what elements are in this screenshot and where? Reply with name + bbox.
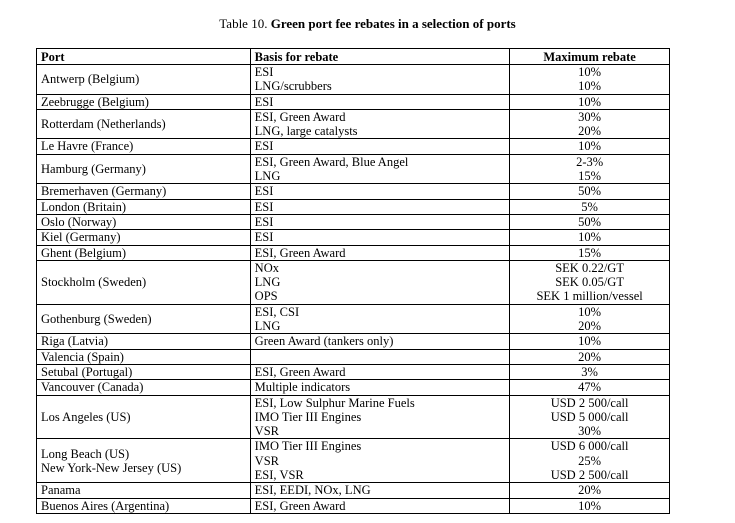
basis-line: ESI, Low Sulphur Marine Fuels [254,395,415,410]
basis-line: ESI [254,199,274,214]
max-rebate-line: 50% [578,214,602,229]
basis-line: ESI, Green Award, Blue Angel [254,154,409,169]
basis-cell [250,94,510,109]
max-rebate-line: USD 5 000/call [550,409,629,424]
basis-line: VSR [254,453,279,468]
basis-line [255,350,506,364]
max-rebate-cell [510,364,670,379]
basis-line: ESI, VSR [254,468,304,483]
table-row [37,109,670,139]
max-rebate-line: 10% [578,230,602,245]
port-cell [37,65,251,95]
max-rebate-line: USD 6 000/call [550,439,629,454]
basis-line: ESI [254,139,274,154]
rebate-table [36,48,670,514]
basis-line: ESI [254,214,274,229]
basis-line: IMO Tier III Engines [254,409,362,424]
caption-title: Green port fee rebates in a selection of ports [270,16,516,31]
port-line: Gothenburg (Sweden) [41,311,152,326]
table-caption [0,16,735,32]
max-rebate-cell [510,334,670,349]
port-line: Kiel (Germany) [41,230,121,245]
port-cell [37,245,251,260]
port-cell [37,334,251,349]
basis-cell [250,139,510,154]
table-row [37,349,670,364]
basis-cell [250,334,510,349]
max-rebate-line: 20% [578,483,602,498]
table-row [37,380,670,395]
basis-line: ESI, EEDI, NOx, LNG [254,483,371,498]
table-row [37,154,670,184]
port-cell [37,139,251,154]
max-rebate-line: 2-3% [576,154,604,169]
port-line: Le Havre (France) [41,139,134,154]
basis-line: ESI [254,230,274,245]
max-rebate-line: SEK 0.22/GT [555,260,624,275]
basis-cell [250,498,510,513]
table-row [37,199,670,214]
port-cell [37,395,251,439]
port-line: Rotterdam (Netherlands) [41,117,166,132]
max-rebate-line: SEK 0.05/GT [555,275,624,290]
port-line: Ghent (Belgium) [41,245,127,260]
port-line: Setubal (Portugal) [41,364,133,379]
port-cell [37,94,251,109]
max-rebate-line: 3% [581,364,598,379]
port-cell [37,260,251,304]
basis-line: ESI, Green Award [254,245,346,260]
max-rebate-line: 20% [578,124,602,139]
port-cell [37,498,251,513]
basis-cell [250,154,510,184]
basis-cell [250,214,510,229]
max-rebate-cell [510,245,670,260]
max-rebate-cell [510,483,670,498]
max-rebate-line: 10% [578,498,602,513]
max-rebate-cell [510,260,670,304]
table-row [37,364,670,379]
header-basis: Basis for rebate [250,49,510,65]
max-rebate-cell [510,230,670,245]
basis-line: ESI, Green Award [254,498,346,513]
port-cell [37,349,251,364]
table-row [37,304,670,334]
basis-line: LNG [254,275,281,290]
max-rebate-cell [510,109,670,139]
basis-cell [250,349,510,364]
max-rebate-line: 15% [578,245,602,260]
basis-line: ESI [254,184,274,199]
port-line: Buenos Aires (Argentina) [41,498,170,513]
max-rebate-cell [510,498,670,513]
basis-line: Green Award (tankers only) [254,334,394,349]
basis-line: Multiple indicators [254,380,351,395]
header-port: Port [37,49,251,65]
max-rebate-line: USD 2 500/call [550,395,629,410]
max-rebate-cell [510,139,670,154]
max-rebate-cell [510,395,670,439]
basis-cell [250,184,510,199]
port-cell [37,109,251,139]
table-row [37,184,670,199]
port-line: Los Angeles (US) [41,409,131,424]
table-row [37,65,670,95]
port-line: Zeebrugge (Belgium) [41,94,149,109]
table-row [37,483,670,498]
max-rebate-line: 50% [578,184,602,199]
basis-cell [250,380,510,395]
port-cell [37,214,251,229]
port-line: London (Britain) [41,199,127,214]
basis-cell [250,364,510,379]
port-cell [37,154,251,184]
port-cell [37,380,251,395]
max-rebate-cell [510,199,670,214]
max-rebate-line: 47% [578,380,602,395]
table-row [37,139,670,154]
port-line: Valencia (Spain) [41,349,124,364]
basis-line: LNG/scrubbers [254,79,332,94]
table-body [37,65,670,514]
port-line: Long Beach (US) [41,446,130,461]
max-rebate-cell [510,94,670,109]
max-rebate-line: 20% [578,349,602,364]
basis-cell [250,304,510,334]
max-rebate-line: 10% [578,94,602,109]
port-cell [37,199,251,214]
port-line: Panama [41,483,81,498]
basis-line: ESI, Green Award [254,364,346,379]
port-cell [37,304,251,334]
basis-line: LNG, large catalysts [254,124,358,139]
port-line: Stockholm (Sweden) [41,275,147,290]
max-rebate-line: 10% [578,139,602,154]
max-rebate-line: 5% [581,199,598,214]
basis-line: LNG [254,319,281,334]
basis-cell [250,245,510,260]
port-cell [37,230,251,245]
basis-line: ESI [254,65,274,79]
max-rebate-cell [510,184,670,199]
max-rebate-line: 30% [578,109,602,124]
port-line: Bremerhaven (Germany) [41,184,167,199]
max-rebate-line: 10% [578,304,602,319]
basis-line: ESI, CSI [254,304,300,319]
basis-cell [250,199,510,214]
table-row [37,395,670,439]
max-rebate-line: 10% [578,79,602,94]
caption-prefix: Table 10. [219,16,268,31]
basis-line: IMO Tier III Engines [254,439,362,454]
table-row [37,334,670,349]
basis-cell [250,483,510,498]
port-cell [37,483,251,498]
port-line: Vancouver (Canada) [41,380,144,395]
port-line: Antwerp (Belgium) [41,72,140,87]
table-row [37,230,670,245]
max-rebate-line: 20% [578,319,602,334]
basis-line: OPS [254,289,278,304]
table-row [37,214,670,229]
max-rebate-line: SEK 1 million/vessel [536,289,643,304]
basis-cell [250,395,510,439]
max-rebate-cell [510,304,670,334]
table-row [37,94,670,109]
max-rebate-line: 30% [578,424,602,439]
max-rebate-line: 15% [578,169,602,184]
max-rebate-line: 25% [578,453,602,468]
max-rebate-cell [510,349,670,364]
basis-line: NOx [254,260,279,275]
port-cell [37,439,251,483]
basis-line: ESI [254,94,274,109]
basis-line: LNG [254,169,281,184]
port-line: Riga (Latvia) [41,334,108,349]
max-rebate-cell [510,380,670,395]
basis-cell [250,260,510,304]
max-rebate-line: 10% [578,65,602,79]
basis-cell [250,65,510,95]
port-line: Oslo (Norway) [41,214,117,229]
port-cell [37,364,251,379]
table-row [37,260,670,304]
max-rebate-cell [510,214,670,229]
table-header-row [37,49,670,65]
max-rebate-cell [510,439,670,483]
max-rebate-cell [510,65,670,95]
basis-cell [250,109,510,139]
table-row [37,498,670,513]
max-rebate-line: 10% [578,334,602,349]
port-line: Hamburg (Germany) [41,161,146,176]
basis-cell [250,439,510,483]
table-row [37,439,670,483]
port-line: New York-New Jersey (US) [41,460,182,475]
basis-line: VSR [254,424,279,439]
port-cell [37,184,251,199]
max-rebate-cell [510,154,670,184]
table-row [37,245,670,260]
basis-cell [250,230,510,245]
header-max-rebate: Maximum rebate [510,49,670,65]
max-rebate-line: USD 2 500/call [550,468,629,483]
basis-line: ESI, Green Award [254,109,346,124]
